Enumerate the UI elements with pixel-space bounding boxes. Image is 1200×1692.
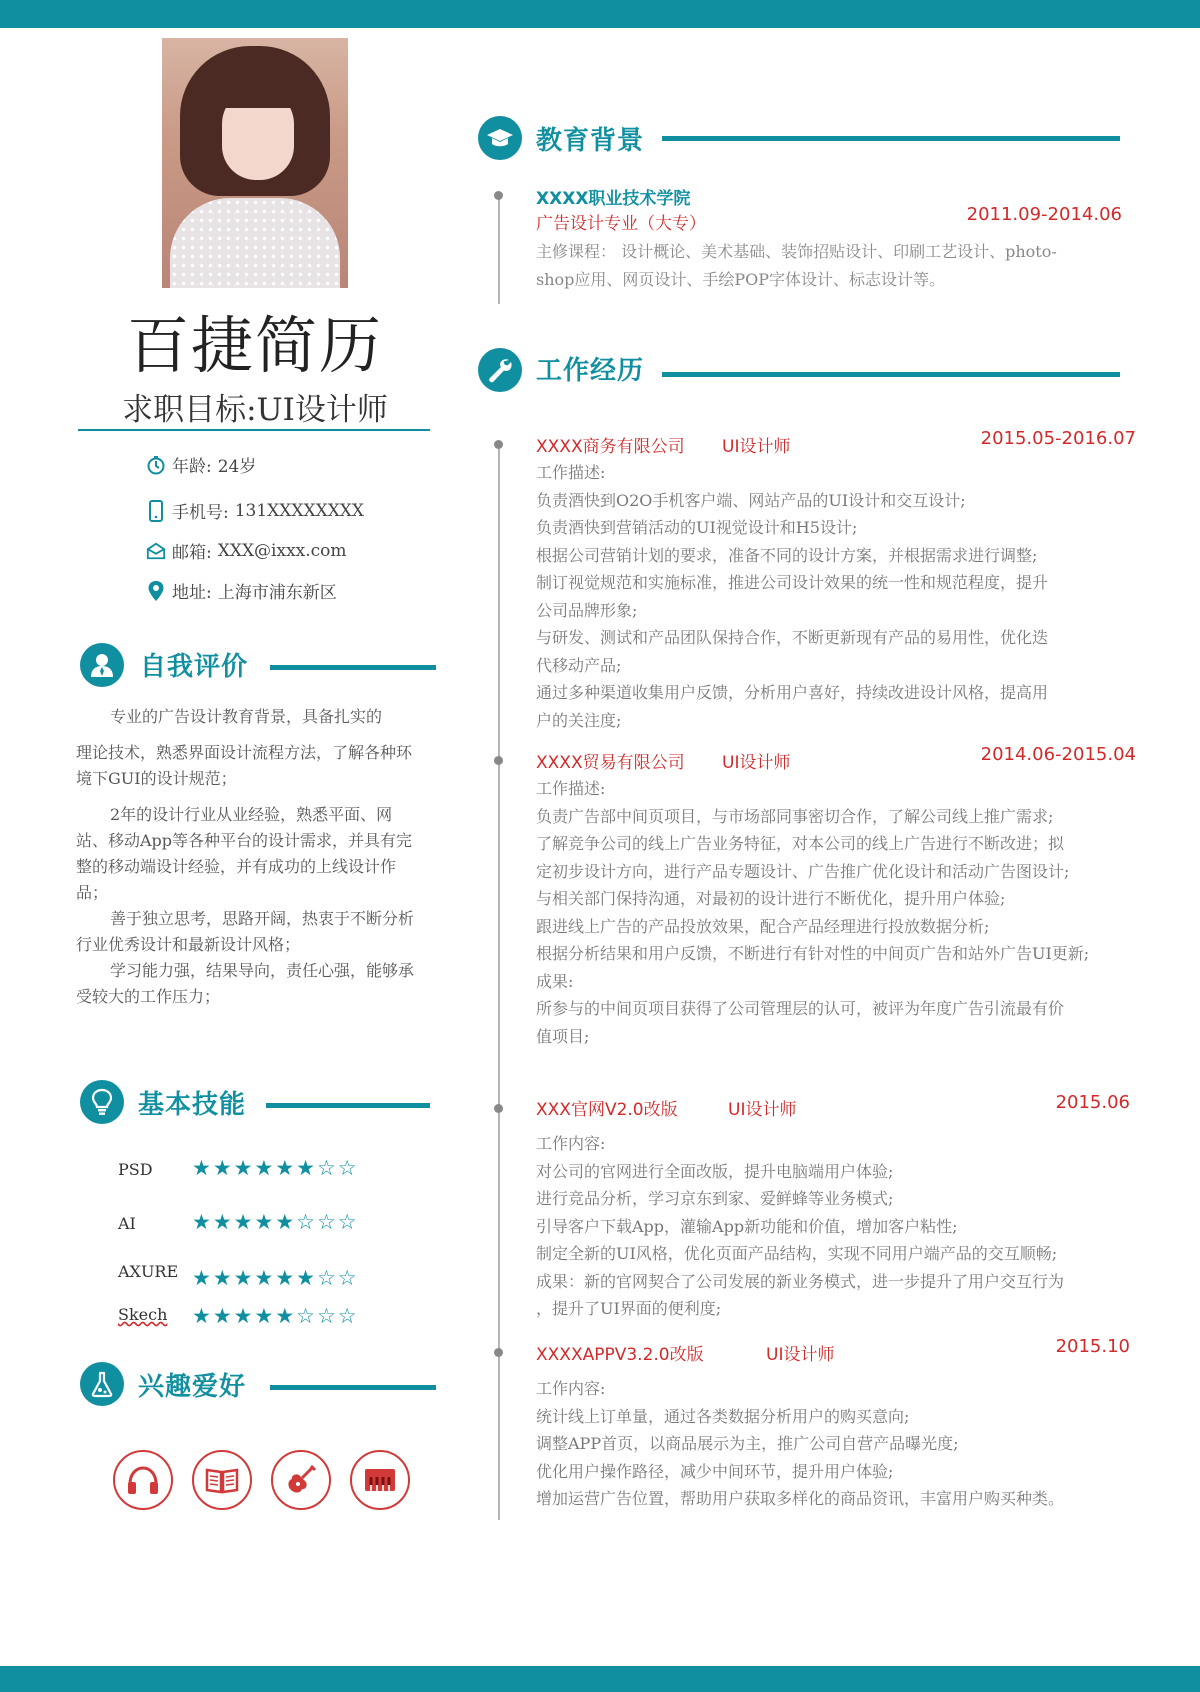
star-filled-icon: ★ (233, 1210, 255, 1234)
star-filled-icon: ★ (275, 1210, 297, 1234)
project-name: XXXXAPPV3.2.0改版 (536, 1345, 704, 1365)
star-empty-icon: ☆ (316, 1210, 338, 1234)
description-line: 公司品牌形象; (536, 600, 638, 620)
star-filled-icon: ★ (254, 1266, 276, 1290)
info-address: 地址: 上海市浦东新区 (146, 578, 337, 603)
job-role: UI设计师 (722, 437, 791, 457)
star-filled-icon: ★ (192, 1156, 213, 1180)
lightbulb-icon (80, 1080, 124, 1124)
star-empty-icon: ☆ (316, 1304, 338, 1328)
major: 广告设计专业（大专） (536, 214, 706, 234)
star-empty-icon: ☆ (296, 1304, 317, 1328)
resume-title: 百捷简历 (126, 309, 383, 382)
star-filled-icon: ★ (233, 1156, 255, 1180)
job-date: 2015.10 (1055, 1336, 1130, 1357)
description-line: 制定全新的UI风格，优化页面产品结构，实现不同用户端产品的交互顺畅; (536, 1244, 1058, 1263)
work-title: 工作经历 (536, 356, 645, 386)
star-empty-icon: ☆ (337, 1156, 359, 1180)
timeline (498, 194, 500, 304)
description-line: 负责酒快到营销活动的UI视觉设计和H5设计; (536, 518, 858, 537)
skill-name: Skech (118, 1305, 168, 1324)
section-line (270, 665, 436, 670)
star-filled-icon: ★ (192, 1304, 213, 1328)
company-name: XXXX商务有限公司 (536, 437, 685, 457)
school-name: XXXX职业技术学院 (536, 189, 691, 209)
description-line: 与相关部门保持沟通，对最初的设计进行不断优化，提升用户体验; (536, 889, 1006, 908)
info-email: 邮箱: XXX@ixxx.com (146, 538, 347, 563)
job-date: 2014.06-2015.04 (980, 744, 1136, 765)
description-line: 成果：新的官网契合了公司发展的新业务模式，进一步提升了用户交互行为 (536, 1271, 1065, 1291)
timeline-dot (494, 1348, 503, 1357)
job-description (536, 1375, 1176, 1513)
project-name: XXX官网V2.0改版 (536, 1100, 678, 1120)
star-filled-icon: ★ (254, 1156, 276, 1180)
job-role: UI设计师 (766, 1345, 835, 1365)
phone-icon (146, 501, 166, 521)
section-line (662, 372, 1120, 377)
job-date: 2015.06 (1055, 1092, 1130, 1113)
top-bar (0, 0, 1200, 28)
description-line: 值项目; (536, 1026, 590, 1046)
description-line: 所参与的中间页项目获得了公司管理层的认可，被评为年度广告引流最有价 (536, 999, 1065, 1018)
courses: 主修课程： 设计概论、美术基础、装饰招贴设计、印刷工艺设计、photo- shop应用、网页设计、手绘POP字体设计、标志设计等。 (536, 242, 1057, 289)
star-empty-icon: ☆ (337, 1266, 359, 1290)
description-line: 根据分析结果和用户反馈，不断进行有针对性的中间页广告和站外广告UI更新; (536, 944, 1090, 963)
headphones-icon (113, 1450, 173, 1510)
description-line: 与研发、测试和产品团队保持合作，不断更新现有产品的易用性，优化迭 (536, 628, 1049, 647)
mail-icon (146, 541, 166, 561)
star-filled-icon: ★ (233, 1266, 255, 1290)
job-description (536, 775, 1176, 1050)
star-filled-icon: ★ (192, 1210, 213, 1234)
wrench-icon (478, 348, 522, 392)
section-line (270, 1385, 436, 1390)
description-line: 通过多种渠道收集用户反馈，分析用户喜好，持续改进设计风格，提高用 (536, 683, 1049, 702)
flask-icon (80, 1362, 124, 1406)
skill-name: AXURE (118, 1262, 179, 1281)
star-filled-icon: ★ (212, 1210, 234, 1234)
graduation-cap-icon (478, 116, 522, 160)
star-empty-icon: ☆ (337, 1210, 359, 1234)
education-date: 2011.09-2014.06 (966, 204, 1122, 225)
star-filled-icon: ★ (296, 1156, 317, 1180)
description-line: 对公司的官网进行全面改版，提升电脑端用户体验; (536, 1161, 894, 1181)
info-phone: 手机号: 131XXXXXXXX (146, 498, 364, 523)
description-line: 引导客户下载App，灌输App新功能和价值，增加客户粘性; (536, 1216, 958, 1236)
timeline-dot (494, 191, 503, 200)
piano-icon (350, 1450, 410, 1510)
star-filled-icon: ★ (296, 1266, 317, 1290)
skill-name: AI (118, 1214, 136, 1233)
description-line: 跟进线上广告的产品投放效果，配合产品经理进行投放数据分析; (536, 916, 990, 936)
guitar-icon (271, 1450, 331, 1510)
user-icon (80, 643, 124, 687)
description-line: 负责酒快到O2O手机客户端、网站产品的UI设计和交互设计; (536, 490, 966, 510)
description-line: 定初步设计方向，进行产品专题设计、广告推广优化设计和活动广告图设计; (536, 861, 1070, 881)
description-line: 增加运营广告位置，帮助用户获取多样化的商品资讯，丰富用户购买种类。 (536, 1489, 1065, 1508)
timeline-dot (494, 440, 503, 449)
timeline-dot (494, 1104, 503, 1113)
star-filled-icon: ★ (254, 1304, 276, 1328)
star-filled-icon: ★ (192, 1266, 213, 1290)
description-line: 调整APP首页，以商品展示为主，推广公司自营产品曝光度; (536, 1434, 959, 1453)
job-date: 2015.05-2016.07 (980, 428, 1136, 449)
description-line: 成果: (536, 971, 574, 991)
description-line: 工作内容: (536, 1134, 606, 1153)
star-filled-icon: ★ (212, 1266, 234, 1290)
book-icon (192, 1450, 252, 1510)
star-filled-icon: ★ (254, 1210, 276, 1234)
timeline (498, 444, 500, 1520)
description-line: 根据公司营销计划的要求，准备不同的设计方案，并根据需求进行调整; (536, 545, 1038, 565)
skill-rating (192, 1304, 359, 1328)
description-line: 工作内容: (536, 1379, 606, 1398)
description-line: 工作描述: (536, 463, 606, 482)
description-line: 户的关注度; (536, 710, 622, 730)
skill-name: PSD (118, 1160, 153, 1179)
star-filled-icon: ★ (233, 1304, 255, 1328)
education-title: 教育背景 (536, 126, 645, 156)
description-line: 统计线上订单量，通过各类数据分析用户的购买意向; (536, 1406, 910, 1426)
divider (78, 429, 430, 431)
bottom-bar (0, 1666, 1200, 1692)
star-empty-icon: ☆ (337, 1304, 359, 1328)
job-description (536, 1130, 1176, 1323)
description-line: 进行竞品分析，学习京东到家、爱鲜蜂等业务模式; (536, 1189, 894, 1208)
location-icon (146, 581, 166, 601)
star-filled-icon: ★ (212, 1156, 234, 1180)
star-empty-icon: ☆ (296, 1210, 317, 1234)
section-line (662, 136, 1120, 141)
company-name: XXXX贸易有限公司 (536, 753, 685, 773)
self-eval-text: 专业的广告设计教育背景，具备扎实的 理论技术，熟悉界面设计流程方法，了解各种环境下GUI的设计规范； 2年的设计行业从业经验，熟悉平面、网站、移动App等各种平台的设计需求，并具有完整的移动端设计经验，并有成功的上线设计作品； 善于独立思考，思路开阔，热衷于不断分析行业优秀设计和最新设计风格； 学习能力强，结果导向，责任心强，能够承受较大的工作压力； (76, 707, 415, 1006)
description-line: 优化用户操作路径，减少中间环节，提升用户体验; (536, 1461, 894, 1481)
star-empty-icon: ☆ (316, 1266, 338, 1290)
job-description (536, 459, 1176, 734)
job-role: UI设计师 (722, 753, 791, 773)
skill-rating (192, 1210, 359, 1234)
timeline-dot (494, 756, 503, 765)
profile-photo (162, 38, 348, 288)
description-line: 了解竞争公司的线上广告业务特征，对本公司的线上广告进行不断改进；拟 (536, 834, 1065, 853)
star-filled-icon: ★ (275, 1266, 297, 1290)
description-line: 代移动产品; (536, 655, 622, 675)
hobbies-title: 兴趣爱好 (138, 1372, 247, 1402)
job-target: 求职目标:UI设计师 (122, 392, 388, 428)
description-line: 负责广告部中间页项目，与市场部同事密切合作，了解公司线上推广需求; (536, 806, 1054, 826)
description-line: ，提升了UI界面的便利度; (536, 1299, 722, 1318)
star-filled-icon: ★ (275, 1304, 297, 1328)
star-empty-icon: ☆ (316, 1156, 338, 1180)
info-age: 年龄: 24岁 (146, 452, 256, 477)
self-eval-title: 自我评价 (140, 652, 249, 682)
description-line: 制订视觉规范和实施标准，推进公司设计效果的统一性和规范程度，提升 (536, 573, 1049, 592)
skills-title: 基本技能 (138, 1090, 247, 1120)
section-line (266, 1103, 430, 1108)
star-filled-icon: ★ (275, 1156, 297, 1180)
skill-rating (192, 1156, 359, 1180)
description-line: 工作描述: (536, 779, 606, 798)
clock-icon (146, 455, 166, 475)
skill-rating (192, 1266, 359, 1290)
star-filled-icon: ★ (212, 1304, 234, 1328)
job-role: UI设计师 (728, 1100, 797, 1120)
